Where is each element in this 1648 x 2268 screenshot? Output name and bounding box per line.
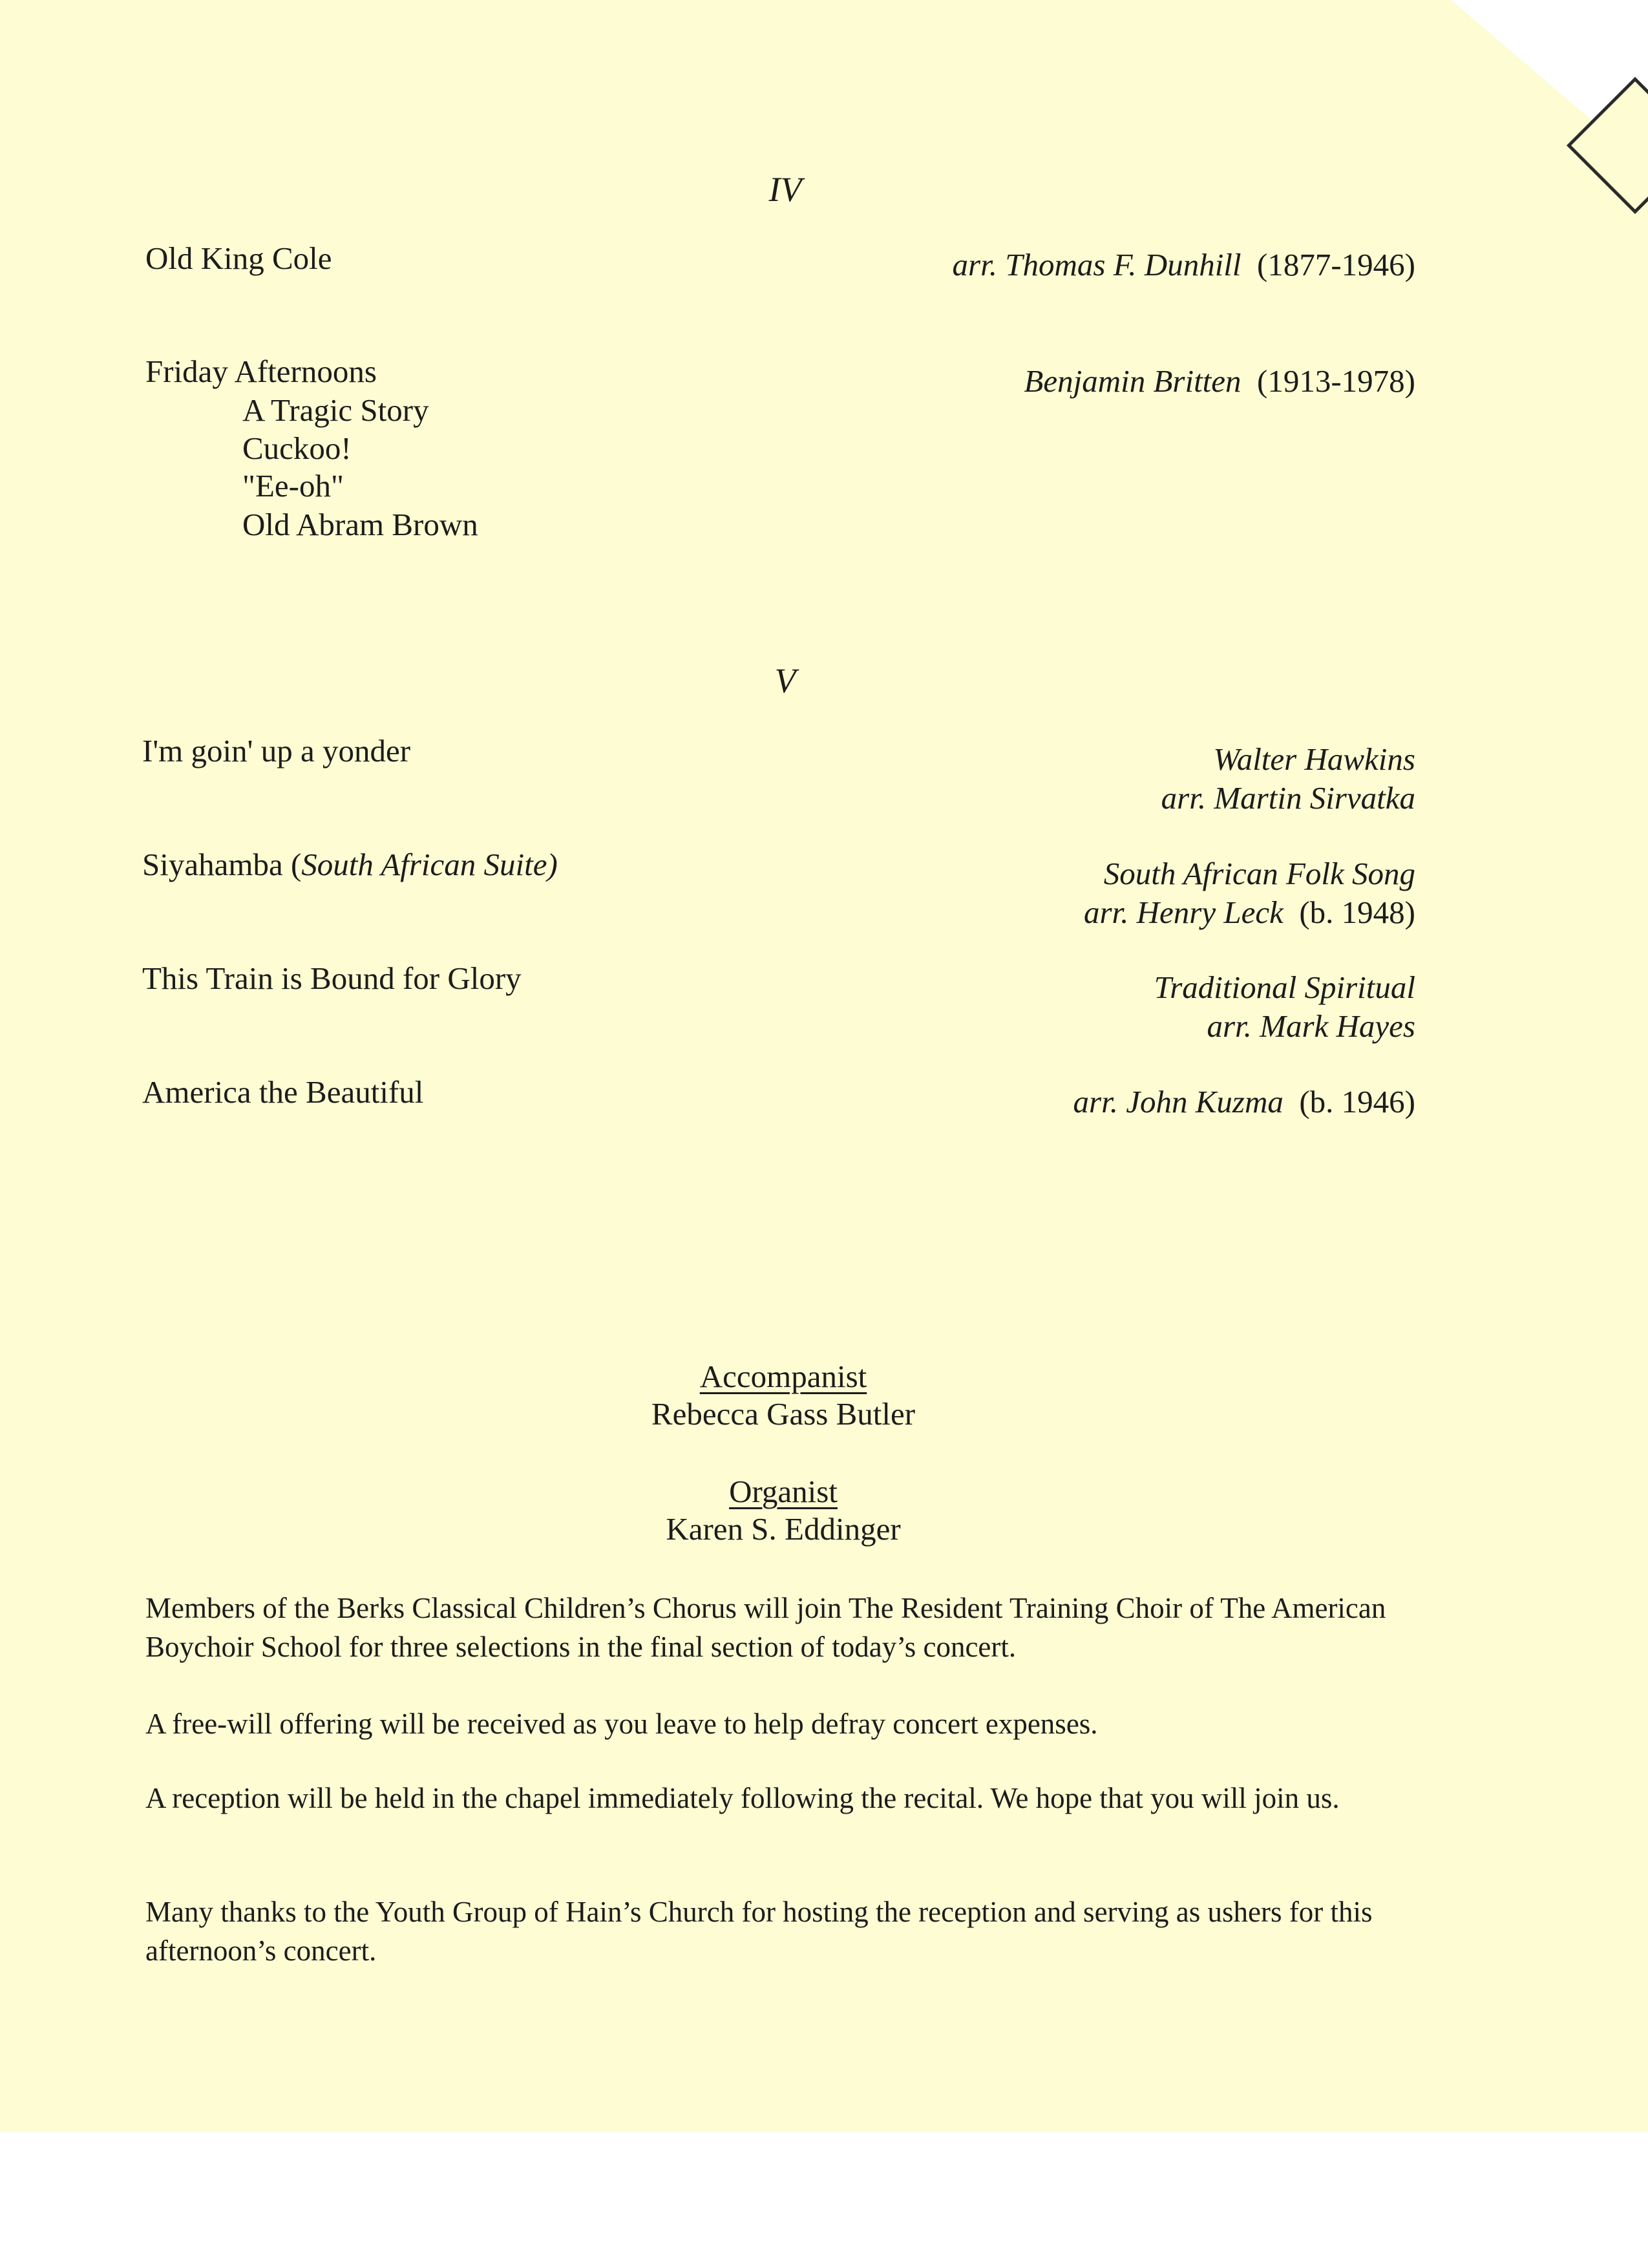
piece-title: Old King Cole (145, 240, 332, 276)
piece-title: This Train is Bound for Glory (142, 960, 522, 996)
composer-dates: (1877-1946) (1257, 247, 1415, 282)
movement-item: Old Abram Brown (242, 507, 478, 542)
piece-title (142, 845, 558, 884)
piece-title: Friday Afternoons (145, 354, 377, 389)
movement-item: "Ee-oh" (242, 468, 344, 503)
composer-dates: (1913-1978) (1257, 363, 1415, 399)
composer-name: Walter Hawkins (1213, 741, 1415, 777)
arranger-name: arr. Henry Leck (1083, 895, 1284, 930)
composer-dates: (b. 1946) (1299, 1084, 1415, 1119)
program-note: A free-will offering will be received as you leave to help defray concert expenses. (145, 1708, 1098, 1740)
program-note: Many thanks to the Youth Group of Hain’s Church for hosting the reception and serving as ushers for this afternoon’s concert. (145, 1896, 1373, 1967)
piece-composer (1073, 1083, 1415, 1121)
program-note: A reception will be held in the chapel immediately following the recital. We hope that you will join us. (145, 1782, 1340, 1814)
composer-dates: (b. 1948) (1299, 895, 1415, 930)
piece-title-italic: South African Suite) (301, 847, 558, 882)
credit-role: Organist (729, 1474, 838, 1509)
composer-name: Traditional Spiritual (1154, 970, 1415, 1005)
composer-name: arr. Thomas F. Dunhill (952, 247, 1241, 282)
credit-name: Rebecca Gass Butler (651, 1396, 916, 1432)
credit-name: Karen S. Eddinger (666, 1511, 901, 1547)
movement-item: A Tragic Story (242, 392, 429, 428)
piece-title: I'm goin' up a yonder (142, 733, 411, 768)
piece-title-main: Siyahamba ( (142, 847, 302, 882)
piece-composer (1084, 893, 1415, 932)
movement-item: Cuckoo! (242, 430, 352, 466)
credit-role: Accompanist (699, 1359, 867, 1394)
composer-name: South African Folk Song (1103, 856, 1415, 891)
section-iv-numeral: IV (768, 170, 802, 209)
piece-composer (953, 246, 1415, 284)
arranger-name: arr. Mark Hayes (1207, 1008, 1415, 1044)
section-v-numeral: V (774, 661, 796, 700)
piece-title: America the Beautiful (142, 1074, 424, 1110)
arranger-name: arr. Martin Sirvatka (1161, 780, 1415, 816)
composer-name: Benjamin Britten (1024, 363, 1241, 399)
program-note: Members of the Berks Classical Children’s Chorus will join The Resident Training Choir of The American Boychoir School for three selections in the final section of today’s concert. (145, 1592, 1386, 1663)
piece-composer (1024, 362, 1415, 401)
arranger-name: arr. John Kuzma (1073, 1084, 1284, 1119)
